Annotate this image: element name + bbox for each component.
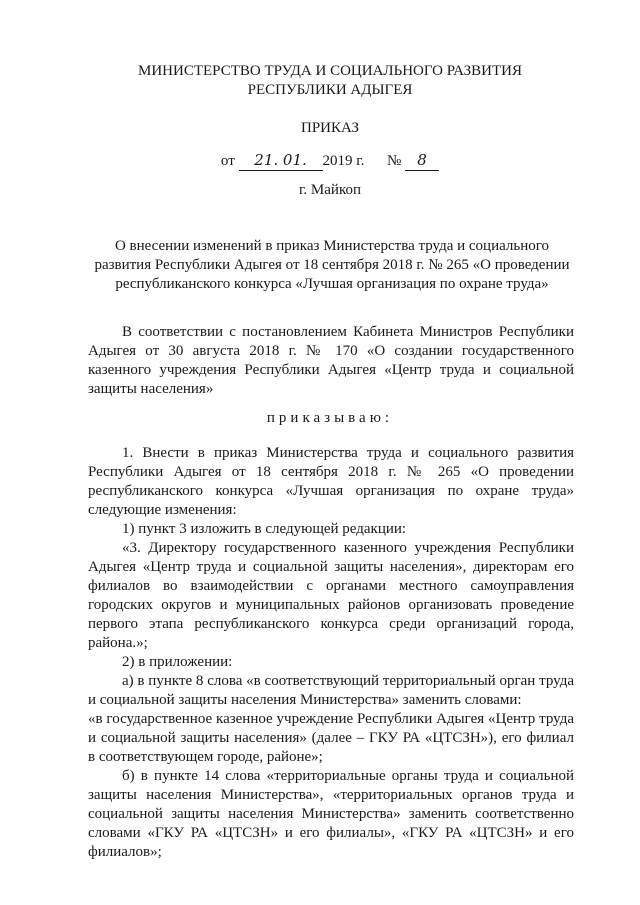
paragraph-2: 1) пункт 3 изложить в следующей редакции: bbox=[122, 521, 407, 537]
ministry-line-1: МИНИСТЕРСТВО ТРУДА И СОЦИАЛЬНОГО РАЗВИТИЯ bbox=[138, 63, 522, 79]
handwritten-number: 8 bbox=[405, 151, 439, 171]
preamble-paragraph: В соответствии с постановлением Кабинета Министров Республики Адыгея от 30 августа 2018 г. № 170 «О создании государственного казенного учреждения Республики Адыгея «Центр труда и социальной защиты населения» bbox=[88, 324, 574, 397]
order-word: приказываю: bbox=[266, 410, 394, 426]
date-line bbox=[60, 151, 600, 171]
paragraph-6: «в государственное казенное учреждение Республики Адыгея «Центр труда и социальной защиты населения» (далее – ГКУ РА «ЦТСЗН»), его филиал в соответствующем городе, районе»; bbox=[88, 711, 574, 765]
ministry-line-2: РЕСПУБЛИКИ АДЫГЕЯ bbox=[247, 82, 413, 98]
city: г. Майкоп bbox=[298, 182, 362, 198]
order-title: ПРИКАЗ bbox=[301, 120, 359, 136]
number-label: № bbox=[387, 153, 402, 169]
paragraph-3: «3. Директору государственного казенного учреждения Республики Адыгея «Центр труда и социальной защиты населения», директорам его филиалов во взаимодействии с органами местного самоуправления городских округов и муниципальных районов организовать проведение первого этапа республиканского конкурса среди организаций города, района.»; bbox=[88, 540, 574, 651]
handwritten-date: 21. 01. bbox=[239, 151, 323, 171]
paragraph-7: б) в пункте 14 слова «территориальные органы труда и социальной защиты населения Министерства», «территориальных органов труда и социальной защиты населения Министерства» заменить соответственно словами «ГКУ РА «ЦТСЗН» и его филиалы», «ГКУ РА «ЦТСЗН» и его филиалов»; bbox=[88, 768, 574, 860]
paragraph-1: 1. Внести в приказ Министерства труда и социального развития Республики Адыгея от 18 сентября 2018 г. № 265 «О проведении республиканского конкурса «Лучшая организация по охране труда» следующие изменения: bbox=[88, 445, 574, 518]
date-prefix: от bbox=[220, 153, 235, 169]
order-body bbox=[88, 444, 574, 862]
paragraph-4: 2) в приложении: bbox=[122, 654, 233, 670]
paragraph-5: а) в пункте 8 слова «в соответствующий территориальный орган труда и социальной защиты населения Министерства» заменить словами: bbox=[88, 673, 574, 708]
ministry-header bbox=[60, 62, 600, 100]
order-subject: О внесении изменений в приказ Министерства труда и социального развития Республики Адыгея от 18 сентября 2018 г. № 265 «О проведении республиканского конкурса «Лучшая организация по охране труда» bbox=[94, 238, 570, 292]
date-year: 2019 г. bbox=[322, 153, 365, 169]
